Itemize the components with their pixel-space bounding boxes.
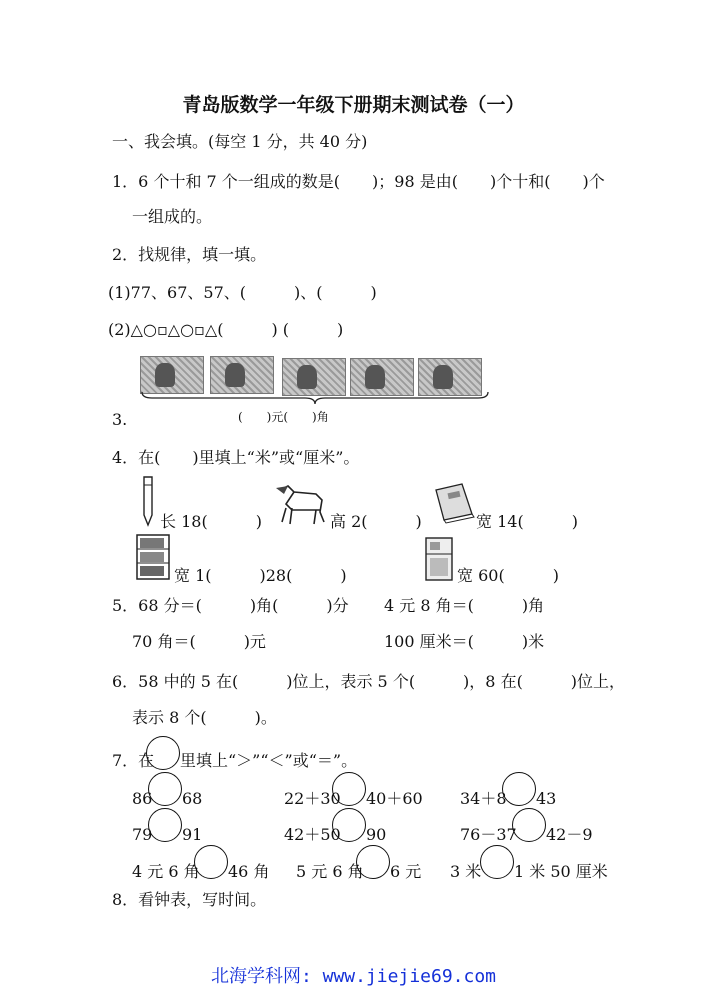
q8-heading: 8．看钟表，写时间。 (112, 890, 267, 909)
answer-circle[interactable] (146, 736, 180, 770)
compare-left: 4 元 6 角 (132, 862, 200, 881)
q2-part2-blanks: ( ) ( ) (217, 320, 344, 339)
answer-circle[interactable] (148, 808, 182, 842)
q4-item-horse: 高 2( ) (330, 512, 422, 531)
compare-left: 22＋30 (284, 789, 341, 808)
answer-circle[interactable] (148, 772, 182, 806)
q2-part1: (1)77、67、57、( )、( ) (108, 283, 377, 302)
q2-heading: 2．找规律，填一填。 (112, 245, 267, 264)
answer-circle[interactable] (332, 772, 366, 806)
q2-part2-prefix: (2) (108, 320, 131, 339)
shape-sequence: △○▫△○▫△ (130, 320, 218, 339)
banknote-image (140, 356, 204, 394)
compare-left: 79 (132, 825, 153, 844)
q3-blanks: ( )元( )角 (238, 410, 329, 424)
answer-circle[interactable] (194, 845, 228, 879)
answer-circle[interactable] (356, 845, 390, 879)
compare-right: 46 角 (228, 862, 270, 881)
q5-c: 70 角＝( )元 (132, 632, 266, 651)
q1-line1: 1．6 个十和 7 个一组成的数是( )；98 是由( )个十和( )个 (112, 172, 605, 191)
compare-right: 1 米 50 厘米 (514, 862, 608, 881)
compare-left: 76－37 (460, 825, 517, 844)
q4-item-book: 宽 14( ) (476, 512, 578, 531)
q7-head-b: 里填上“＞”“＜”或“＝”。 (180, 751, 358, 770)
book-icon (432, 480, 476, 524)
section-heading: 一、我会填。(每空 1 分，共 40 分) (112, 132, 368, 151)
q6-line2: 表示 8 个( )。 (132, 708, 277, 727)
compare-left: 3 米 (450, 862, 482, 881)
compare-right: 40＋60 (366, 789, 423, 808)
horse-icon (272, 482, 330, 526)
pen-icon (138, 475, 158, 527)
q5-b: 4 元 8 角＝( )角 (384, 596, 545, 615)
q1-line2: 一组成的。 (132, 207, 213, 226)
compare-right: 42－9 (546, 825, 593, 844)
q5-a: 5．68 分＝( )角( )分 (112, 596, 349, 615)
bookshelf-icon (135, 533, 175, 583)
compare-left: 34＋8 (460, 789, 507, 808)
fridge-icon (422, 536, 458, 582)
answer-circle[interactable] (480, 845, 514, 879)
compare-right: 68 (182, 789, 203, 808)
q4-item-bookshelf: 宽 1( )28( ) (174, 566, 347, 585)
q4-item-fridge: 宽 60( ) (457, 566, 559, 585)
q2-part2 (108, 320, 343, 340)
compare-left: 86 (132, 789, 153, 808)
q4-item-pen: 长 18( ) (160, 512, 262, 531)
compare-right: 90 (366, 825, 387, 844)
page-title: 青岛版数学一年级下册期末测试卷（一） (182, 94, 525, 116)
q6-line1: 6．58 中的 5 在( )位上，表示 5 个( )，8 在( )位上， (112, 672, 626, 691)
compare-left: 42＋50 (284, 825, 341, 844)
q4-heading: 4．在( )里填上“米”或“厘米”。 (112, 448, 360, 467)
footer-watermark: 北海学科网: www.jiejie69.com (210, 966, 497, 987)
q7-head-a: 7．在 (112, 751, 155, 770)
answer-circle[interactable] (502, 772, 536, 806)
answer-circle[interactable] (332, 808, 366, 842)
q3-number: 3. (112, 410, 128, 429)
banknote-image (210, 356, 274, 394)
compare-right: 43 (536, 789, 557, 808)
q5-d: 100 厘米＝( )米 (384, 632, 545, 651)
compare-right: 91 (182, 825, 203, 844)
brace-icon (140, 390, 490, 408)
answer-circle[interactable] (512, 808, 546, 842)
compare-right: 6 元 (390, 862, 422, 881)
compare-left: 5 元 6 角 (296, 862, 364, 881)
